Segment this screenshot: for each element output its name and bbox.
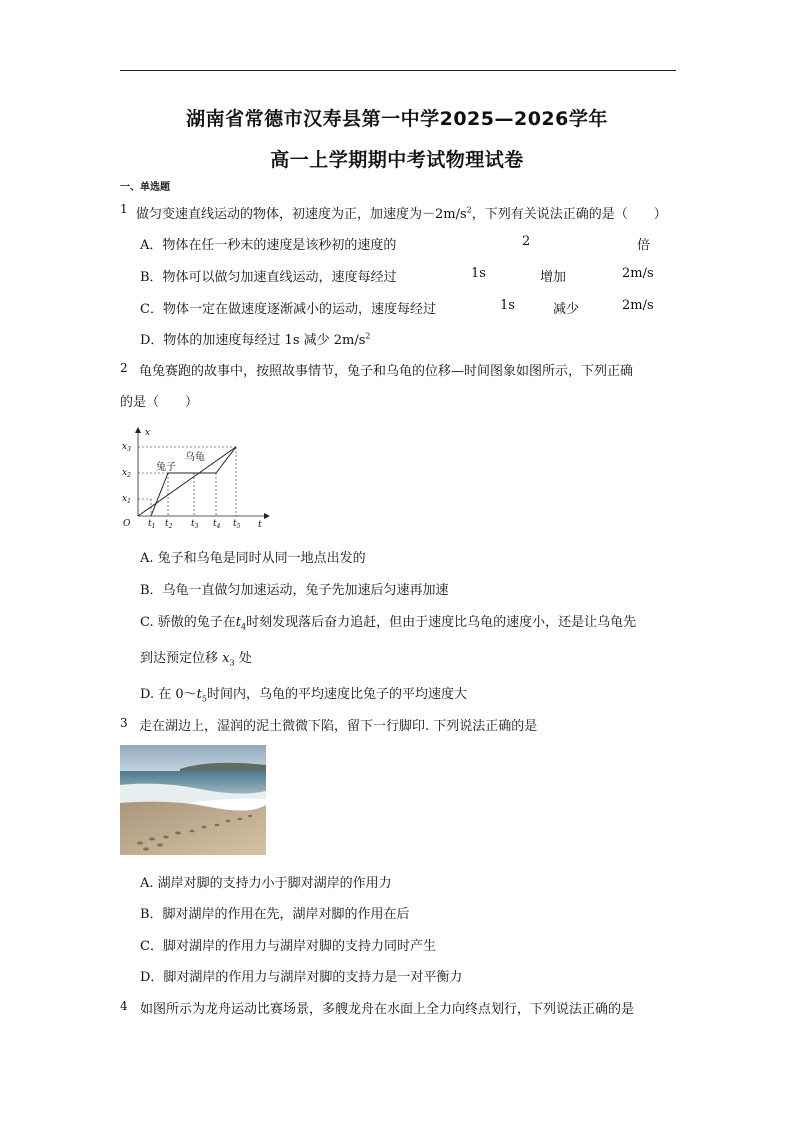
origin-label: O (123, 519, 131, 528)
q2-option-d: D. 在 $0\sim t_5$时间内，乌龟的平均速度比兔子的平均速度大 (140, 687, 467, 704)
q1-option-c: C．物体一定在做速度逐渐减小的运动，速度每经过 (140, 302, 436, 317)
tick-t1: $t_1$ (148, 519, 156, 528)
tick-x2: $x_2$ (122, 468, 131, 479)
q3-option-c: C．脚对湖岸的作用力与湖岸对脚的支持力同时产生 (140, 939, 436, 954)
position-time-graph (118, 424, 278, 528)
q1-option-c-v2: 减少 (553, 302, 580, 317)
t-axis-label: t (258, 520, 262, 528)
q3-number: 3 (120, 716, 128, 730)
beach-footprints-photo (120, 745, 266, 855)
q3-stem: 走在湖边上，湿润的泥土微微下陷，留下一行脚印. 下列说法正确的是 (139, 719, 538, 734)
header-rule (120, 70, 676, 71)
q2-option-b: B．乌龟一直做匀加速运动，兔子先加速后匀速再加速 (140, 583, 449, 598)
q1-option-a-value: 2 (522, 234, 531, 249)
q1-option-d: D．物体的加速度每经过 1s 减少 $2m/s^2$ (140, 331, 371, 348)
q1-option-c-v3: 2m/s (622, 298, 654, 313)
q3-option-d: D．脚对湖岸的作用力与湖岸对脚的支持力是一对平衡力 (140, 970, 463, 985)
turtle-label: 乌龟 (185, 452, 205, 463)
q1-option-b: B．物体可以做匀加速直线运动，速度每经过 (140, 270, 397, 285)
tick-t5: $t_5$ (233, 519, 241, 528)
q4-stem: 如图所示为龙舟运动比赛场景，多艘龙舟在水面上全力向终点划行，下列说法正确的是 (140, 1002, 635, 1017)
exam-title-line1: 湖南省常德市汉寿县第一中学2025—2026学年 (186, 108, 608, 130)
q2-stem-line1: 龟兔赛跑的故事中，按照故事情节，兔子和乌龟的位移—时间图象如图所示，下列正确 (139, 364, 634, 379)
q4-number: 4 (120, 999, 128, 1013)
q3-option-b: B．脚对湖岸的作用在先，湖岸对脚的作用在后 (140, 907, 410, 922)
exam-title-line2: 高一上学期期中考试物理试卷 (270, 149, 524, 171)
q2-stem-line2: 的是（ ） (120, 395, 199, 410)
q1-option-b-v1: 1s (471, 266, 486, 281)
q2-option-c-line2: 到达预定位移 $x_3$ 处 (140, 651, 252, 668)
tick-x1: $x_1$ (122, 494, 131, 505)
q2-option-a: A. 兔子和乌龟是同时从同一地点出发的 (140, 551, 366, 566)
q1-option-b-v2: 增加 (540, 270, 567, 285)
rabbit-label: 兔子 (156, 462, 176, 473)
tick-t4: $t_4$ (213, 519, 221, 528)
tick-x3: $x_3$ (122, 442, 131, 453)
q2-option-c-line1: C. 骄傲的兔子在$t_4$时刻发现落后奋力追赶，但由于速度比乌龟的速度小，还是让乌龟先 (140, 615, 637, 632)
tick-t3: $t_3$ (191, 519, 199, 528)
q1-option-a: A．物体在任一秒末的速度是该秒初的速度的 (140, 238, 397, 253)
q2-number: 2 (120, 361, 128, 375)
q1-option-c-v1: 1s (500, 298, 515, 313)
q1-stem: 做匀变速直线运动的物体，初速度为正，加速度为$-2m/s^2$，下列有关说法正确的是（ ） (136, 205, 667, 222)
q1-number: 1 (120, 202, 128, 216)
x-axis-arrow (135, 427, 141, 433)
section-heading: 一、单选题 (120, 182, 170, 193)
q1-option-a-unit: 倍 (637, 238, 651, 253)
x-axis-label: x (145, 428, 151, 438)
t-axis-arrow (264, 513, 270, 519)
q3-option-a: A. 湖岸对脚的支持力小于脚对湖岸的作用力 (140, 876, 392, 891)
q1-option-b-v3: 2m/s (622, 266, 654, 281)
tick-t2: $t_2$ (165, 519, 173, 528)
